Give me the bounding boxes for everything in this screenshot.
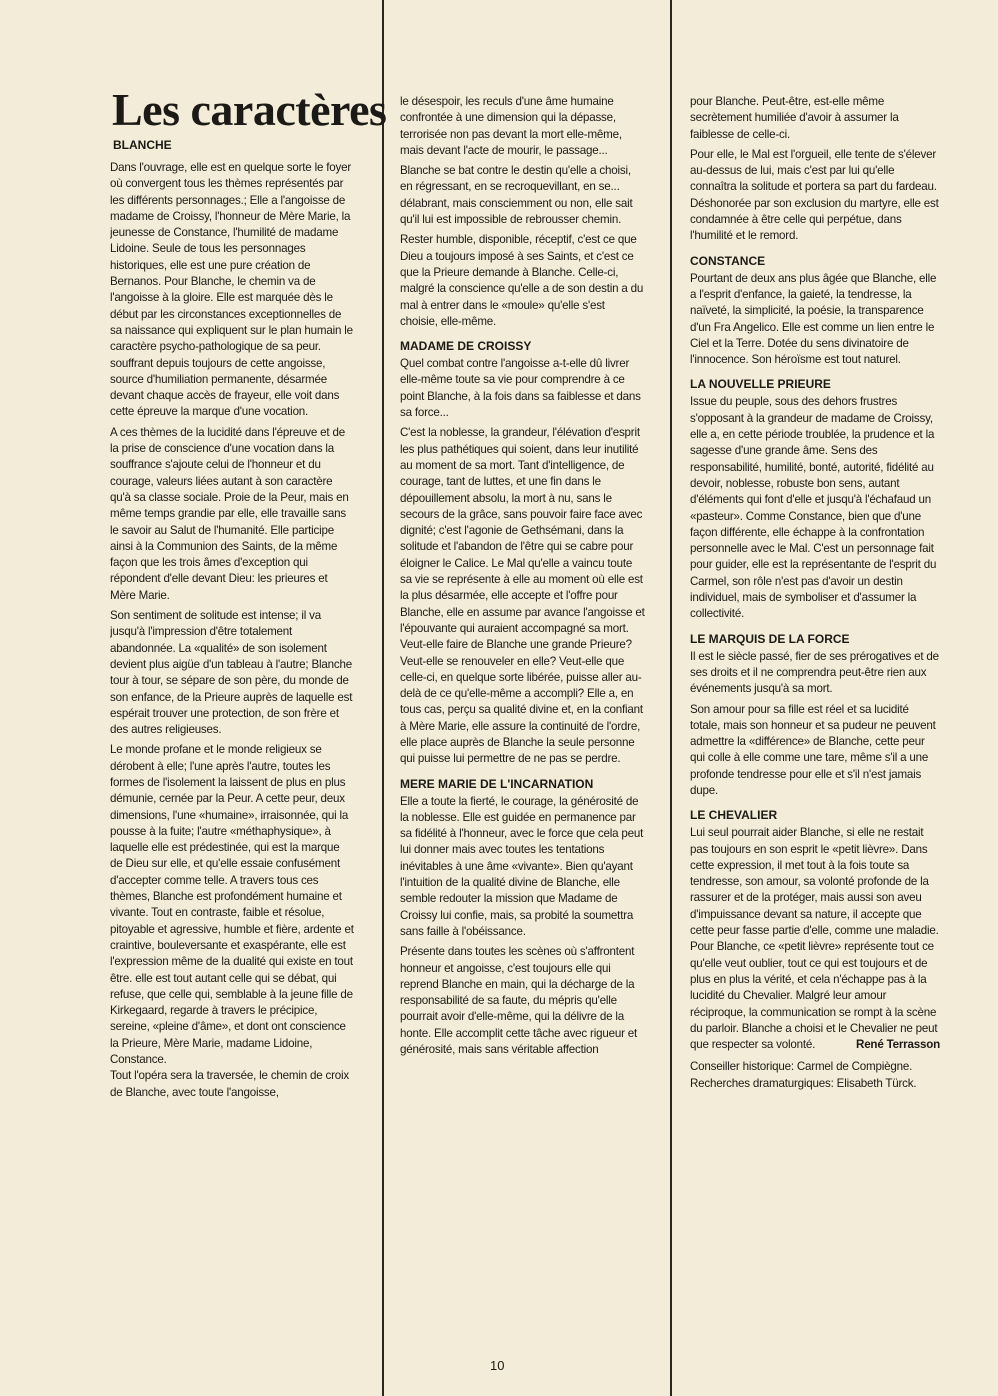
- mere-marie-paragraph-1: Elle a toute la fierté, le courage, la générosité de la noblesse. Elle est guidée en permanence par sa fidélité à l'honneur, avec le force que cela peut lui donner mais avec toutes les tentations inévitables à une âme «vivante». Bien qu'ayant l'intuition de la qualité divine de Blanche, elle semble redouter la mission que Madame de Croissy lui confie, mais, sa probité la soumettra sans faille à l'obéissance.: [400, 794, 644, 938]
- croissy-paragraph-2: C'est la noblesse, la grandeur, l'élévation d'esprit les plus pathétiques qui soient, dans leur inutilité au moment de sa mort. Tant d'intelligence, de courage, tant de luttes, et une fin dans le dépouillement absolu, la mort à nu, sans le secours de la grâce, sans pouvoir faire face avec dignité; c'est l'agonie de Gethsémani, dans la solitude et l'abandon de l'être qui se cabre pour éloigner le Calice. Le Mal qu'elle a vaincu toute sa vie se représente à elle au moment où elle est la plus désarmée, elle accepte et l'offre pour Blanche, elle en assume par avance l'angoisse et l'épouvante qui auraient accompagné sa mort. Veut-elle faire de Blanche une grande Prieure? Veut-elle se renouveler en elle? Veut-elle que celle-ci, en quelque sorte libérée, puisse aller au-delà de ce qu'elle-même a accompli? Elle a, en tous cas, perçu sa qualité divine et, en la confiant à Mère Marie, elle assure la continuité de l'ordre, elle place auprès de Blanche la seule personne qui puisse lui permettre de ne pas se perdre.: [400, 426, 645, 766]
- section-heading-marquis: LE MARQUIS DE LA FORCE: [690, 631, 850, 646]
- section-heading-croissy: MADAME DE CROISSY: [400, 339, 532, 354]
- blanche-paragraph-2: A ces thèmes de la lucidité dans l'épreuve et de la prise de conscience d'une vocation dans la souffrance s'ajoute celui de l'honneur et du courage, valeurs liées autant à son caractère qu'à sa classe sociale. Proie de la Peur, mais en même temps grandie par elle, elle travaille sans le savoir au Salut de l'humanité. Elle participe ainsi à la Communion des Saints, de la même façon que les trois âmes d'exception qui répondent d'elle devant Dieu: les prieures et Mère Marie.: [110, 425, 349, 602]
- column-divider-left: [382, 0, 384, 1396]
- blanche-paragraph-7: Rester humble, disponible, réceptif, c'est ce que Dieu a toujours imposé à ses Saints, et c'est ce que la Prieure demande à Blanche. Celle-ci, malgré la conscience qu'elle a de son destin a du mal à entrer dans le «moule» qu'elle s'est choisie, elle-même.: [400, 233, 644, 328]
- blanche-paragraph-4: Le monde profane et le monde religieux se dérobent à elle; l'une après l'autre, toutes les formes de l'isolement la laissent de plus en plus démunie, cernée par la Peur. A cette peur, deux dimensions, l'une «humaine», irraisonnée, qui la pousse à la fuite; l'autre «méthaphysique», à laquelle elle est prédestinée, qui est la marque de Dieu sur elle, et qu'elle essaie confusément d'accepter comme telle. A travers tous ces thèmes, Blanche est profondément humaine et vivante. Tout en contraste, faible et résolue, pitoyable et agressive, humble et fière, ardente et craintive, bouleversante et exaspérante, elle est l'expression même de la dualité qui existe en tout être. elle est tout autant celle qui se débat, qui refuse, que celle qui, semblable à la jeune fille de Kirkegaard, regarde à travers le précipice, sereine, «pleine d'âme», et dont ont conscience la Prieure, Mère Marie, madame Lidoine, Constance.: [110, 743, 354, 1067]
- blanche-paragraph-5-end: le désespoir, les reculs d'une âme humaine confrontée à une dimension qui la dépasse, terrorisée non pas devant la mort elle-même, mais devant l'acte de mourir, le passage...: [400, 95, 622, 157]
- section-heading-blanche: BLANCHE: [113, 138, 172, 152]
- section-heading-chevalier: LE CHEVALIER: [690, 808, 778, 823]
- constance-paragraph-1: Pourtant de deux ans plus âgée que Blanche, elle a l'esprit d'enfance, la gaieté, la tendresse, la naïveté, la simplicité, la poésie, la transparence d'un Fra Angelico. Elle est comme un lien entre le Ciel et la Terre. Dotée du sens divinatoire de l'innocence. Son héroïsme est tout naturel.: [690, 271, 937, 367]
- section-heading-constance: CONSTANCE: [690, 253, 766, 268]
- mere-marie-paragraph-2-end: pour Blanche. Peut-être, est-elle même secrètement humiliée d'avoir à assumer la faiblesse de celle-ci.: [690, 95, 899, 141]
- marquis-paragraph-2: Son amour pour sa fille est réel et sa lucidité totale, mais son honneur et sa pudeur ne peuvent admettre la «différence» de Blanche, cette peur qui colle à elle comme une tare, même s'il a une profonde tendresse pour elle et s'il n'est jamais dupe.: [690, 702, 936, 797]
- chevalier-paragraph-1: [690, 825, 940, 1053]
- credits-paragraph: Conseiller historique: Carmel de Compiègne. Recherches dramaturgiques: Elisabeth Türck.: [690, 1060, 917, 1090]
- column-3: [690, 94, 940, 1334]
- section-heading-nouvelle-prieure: LA NOUVELLE PRIEURE: [690, 377, 831, 392]
- blanche-paragraph-3: Son sentiment de solitude est intense; il va jusqu'à l'impression d'être totalement abandonnée. La «qualité» de son isolement devient plus aigüe d'un tableau à l'autre; Blanche tour à tour, se sépare de son père, du monde de son enfance, de la Prieure auprès de laquelle est espérait trouver une protection, de son frère et des autres religieuses.: [110, 609, 353, 737]
- mere-marie-paragraph-3: Pour elle, le Mal est l'orgueil, elle tente de s'élever au-dessus de lui, mais c'est par lui qu'elle connaîtra la solitude et portera sa part du fardeau. Déshonorée par son exclusion du martyre, elle est condamnée à être celle qui perpétue, dans l'humilité et le remord.: [690, 147, 939, 243]
- marquis-paragraph-1: Il est le siècle passé, fier de ses prérogatives et de ses droits et il ne comprendra peut-être rien aux événements jusqu'à sa mort.: [690, 649, 939, 696]
- mere-marie-paragraph-2-start: Présente dans toutes les scènes où s'affrontent honneur et angoisse, c'est toujours elle qui reprend Blanche en main, qui la décharge de la responsabilité de sa faute, du mépris qu'elle pourrait avoir d'elle-même, qui la délivre de la honte. Elle accomplit cette tâche avec rigueur et générosité, mais sans véritable affection: [400, 945, 638, 1057]
- column-divider-right: [670, 0, 672, 1396]
- column-2: [400, 94, 645, 1334]
- page-number: 10: [490, 1358, 505, 1373]
- croissy-paragraph-1: Quel combat contre l'angoisse a-t-elle dû livrer elle-même toute sa vie pour comprendre à ce point Blanche, à la fois dans sa faiblesse et dans sa force...: [400, 357, 641, 420]
- section-heading-mere-marie: MERE MARIE DE L'INCARNATION: [400, 776, 594, 791]
- column-1: [110, 160, 355, 1335]
- blanche-paragraph-5-start: Tout l'opéra sera la traversée, le chemin de croix de Blanche, avec toute l'angoisse,: [110, 1069, 350, 1099]
- chevalier-text: Lui seul pourrait aider Blanche, si elle ne restait pas toujours en son esprit le «petit lièvre». Dans cette expression, il met tout à la fois toute sa tendresse, son amour, sa volonté profonde de la rassurer et de la protéger, mais aussi son aveu d'impuissance devant sa nature, il accepte que cette peur fasse partie d'elle, comme une maladie. Pour Blanche, ce «petit lièvre» représente tout ce qu'elle veut oublier, tout ce qui est toujours et de plus en plus la vérité, et cela n'échappe pas à la lucidité du Chevalier. Malgré leur amour réciproque, la communication se rompt à la scène du parloir. Blanche a choisi et le Chevalier ne peut que respecter sa volonté.: [690, 826, 939, 1052]
- page-title: Les caractères: [112, 84, 387, 135]
- blanche-paragraph-6: Blanche se bat contre le destin qu'elle a choisi, en régressant, en se recroquevillant, en se... délabrant, mais consciemment ou non, elle sait qu'il lui est impossible de rebrousser chemin.: [400, 164, 633, 227]
- author-signature: René Terrasson: [856, 1038, 940, 1052]
- blanche-paragraph-1: Dans l'ouvrage, elle est en quelque sorte le foyer où convergent tous les thèmes représentés par les différents personnages.; Elle a l'angoisse de madame de Croissy, l'honneur de Mère Marie, la jeunesse de Constance, l'humilité de madame Lidoine. Seule de tous les personnages historiques, elle est une pure création de Bernanos. Pour Blanche, le chemin va de l'angoisse à la gloire. Elle est marquée dès le début par les circonstances exceptionnelles de sa naissance qui expliquent sur le plan humain le caractère psycho-pathologique de sa peur. souffrant depuis toujours de cette angoisse, source d'humiliation permanente, désarmée devant chaque accès de frayeur, elle voit dans cette épreuve la marque d'une vocation.: [110, 161, 353, 419]
- nouvelle-prieure-paragraph-1: Issue du peuple, sous des dehors frustres s'opposant à la grandeur de madame de Croissy, elle a, en cette période troublée, la prudence et la sagesse d'une grande âme. Sens des responsabilité, humilité, bonté, autorité, fidélité au devoir, noblesse, robuste bon sens, autant d'éléments qui font d'elle et jusqu'à l'échafaud un «pasteur». Comme Constance, bien que d'une façon différente, elle échappe à la confrontation personnelle avec le Mal. C'est un personnage fait pour guider, elle est la représentante de l'esprit du Carmel, son rôle n'est pas d'avoir un destin individuel, mais de symboliser et d'assumer la collectivité.: [690, 395, 937, 621]
